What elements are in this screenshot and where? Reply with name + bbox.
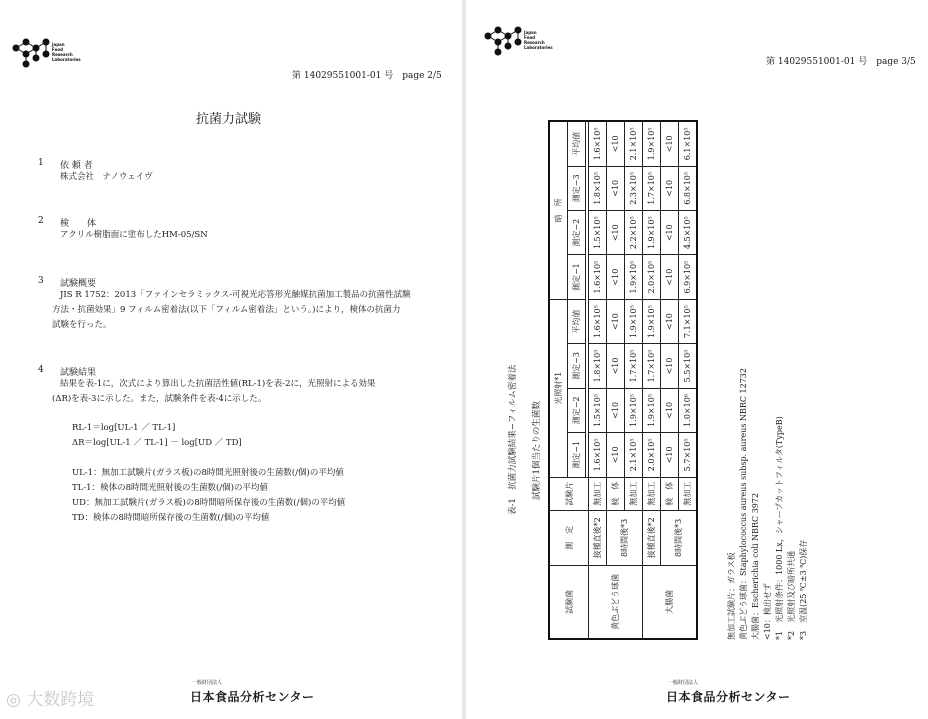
value-cell: 1.7×10⁵ <box>643 344 661 388</box>
bacteria-cell: 黄色ぶどう球菌 <box>589 565 643 639</box>
table-row <box>643 121 661 639</box>
header-avg: 平均値 <box>568 299 586 343</box>
network-logo-icon <box>484 24 528 58</box>
note-2: 黄色ぶどう球菌：Staphylococcus aureus subsp. aureus NBRC 12732 <box>739 368 748 640</box>
value-cell: 1.5×10⁵ <box>589 211 607 255</box>
value-cell: 5.5×10⁵ <box>679 344 698 388</box>
specimen-cell: 検 体 <box>607 477 625 510</box>
value-cell: 6.9×10⁵ <box>679 255 698 299</box>
value-cell: 1.9×10⁵ <box>643 388 661 432</box>
page-title: 抗菌力試験 <box>196 112 262 127</box>
specimen-description: アクリル樹脂面に塗布したHM-05/SN <box>60 230 208 240</box>
header-light: 光照射*1 <box>549 299 568 477</box>
watermark: ◎ 大数跨境 <box>6 690 95 710</box>
table-row <box>661 121 679 639</box>
value-cell: 6.8×10⁵ <box>679 166 698 210</box>
header-measure: 測 定 <box>549 511 589 566</box>
report-number-header: 第 14029551001-01 号 page 2/5 <box>292 71 442 81</box>
value-cell: 2.1×10⁵ <box>625 121 643 166</box>
value-cell: 1.9×10⁵ <box>643 121 661 166</box>
table-row <box>607 121 625 639</box>
bacteria-cell: 大腸菌 <box>643 565 698 639</box>
specimen-cell: 無加工 <box>679 477 698 510</box>
value-cell: 1.5×10⁵ <box>589 388 607 432</box>
logo-text: Japan Food Research Laboratories <box>52 42 81 62</box>
value-cell: <10 <box>661 388 679 432</box>
value-cell: 1.7×10⁵ <box>643 166 661 210</box>
value-cell: <10 <box>661 433 679 477</box>
value-cell: 2.0×10⁵ <box>643 433 661 477</box>
header-m1: 測定−1 <box>568 255 586 299</box>
formula-r: RL-1＝log[UL-1 ／ TL-1] <box>72 423 176 433</box>
definition-3: UD：無加工試験片(ガラス板)の8時間暗所保存後の生菌数(/個)の平均値 <box>72 498 346 508</box>
value-cell: 1.8×10⁵ <box>589 344 607 388</box>
header-dark: 暗 所 <box>549 121 568 299</box>
value-cell: 2.3×10⁵ <box>625 166 643 210</box>
value-cell: 1.9×10⁵ <box>643 211 661 255</box>
value-cell: <10 <box>661 299 679 343</box>
value-cell: <10 <box>661 344 679 388</box>
note-5: *1 光照射条件：1000 Lx，シャープカットフィルタ(TypeB) <box>775 416 784 640</box>
header-m3: 測定−3 <box>568 344 586 388</box>
value-cell: <10 <box>661 166 679 210</box>
value-cell: <10 <box>607 166 625 210</box>
measure-cell: 接種直後*2 <box>643 511 661 566</box>
header-m1: 測定−1 <box>568 433 586 477</box>
formula-delta-r: ΔR＝log[UL-1 ／ TL-1] － log[UD ／ TD] <box>72 438 242 448</box>
header-specimen: 試験片 <box>549 477 589 510</box>
note-6: *2 光照射及び暗所共通 <box>787 550 796 640</box>
logo-text: Japan Food Research Laboratories <box>524 30 553 50</box>
overview-line-1: JIS R 1752：2013「ファインセラミックス-可視光応答形光触媒抗菌加工製品の抗菌性試験 <box>60 290 411 300</box>
value-cell: <10 <box>607 344 625 388</box>
page-2: Japan Food Research Laboratories 第 14029551001-01 号 page 2/5 抗菌力試験 1 依 頼 者 株式会社 ナノウェイヴ 2 検 体 アクリル樹脂面に塗布したHM-05/SN 3 試験概要 JIS R 1752：2013「ファインセラミックス-可視光応答形光触媒抗菌加工製品の抗菌性試験 方法・抗菌効果」9 フィルム密着法(以下「フィルム密着法」という。)により，検体の抗菌力 試験を行った。 4 試験結果 結果を表-1に，次式により算出した抗菌活性値(RL-1)を表-2に，光照射による効果 (ΔR)を表-3に示した。また，試験条件を表-4に示した。 RL-1＝log[UL-1 ／ TL-1] ΔR＝log[UL-1 ／ TL-1] － log[UD ／ TD] UL-1：無加工試験片(ガラス板)の8時間光照射後の生菌数(/個)の平均値 TL-1：検体の8時間光照射後の生菌数(/個)の平均値 UD：無加工試験片(ガラス板)の8時間暗所保存後の生菌数(/個)の平均値 TD：検体の8時間暗所保存後の生菌数(/個)の平均値 ◎ 大数跨境 一般財団法人 日本食品分析センター <box>0 0 462 719</box>
value-cell: 1.6×10⁵ <box>589 299 607 343</box>
specimen-cell: 無加工 <box>625 477 643 510</box>
network-logo-icon <box>12 36 56 70</box>
note-3: 大腸菌：Escherichia coli NBRC 3972 <box>751 492 760 640</box>
overview-line-2: 方法・抗菌効果」9 フィルム密着法(以下「フィルム密着法」という。)により，検体の抗菌力 <box>52 305 401 315</box>
definition-1: UL-1：無加工試験片(ガラス板)の8時間光照射後の生菌数(/個)の平均値 <box>72 468 344 478</box>
definition-2: TL-1：検体の8時間光照射後の生菌数(/個)の平均値 <box>72 483 269 493</box>
measure-cell: 8時間後*3 <box>607 511 643 566</box>
report-number-header: 第 14029551001-01 号 page 3/5 <box>766 57 916 67</box>
definition-4: TD：検体の8時間暗所保存後の生菌数(/個)の平均値 <box>72 513 270 523</box>
value-cell: 1.9×10⁵ <box>643 299 661 343</box>
value-cell: <10 <box>607 433 625 477</box>
value-cell: <10 <box>661 121 679 166</box>
value-cell: <10 <box>661 211 679 255</box>
header-m2: 測定−2 <box>568 211 586 255</box>
table-subtitle: 試験片1個当たりの生菌数 <box>532 401 542 500</box>
results-line-2: (ΔR)を表-3に示した。また，試験条件を表-4に示した。 <box>52 394 267 404</box>
value-cell: <10 <box>607 299 625 343</box>
header-bacteria: 試験菌 <box>549 565 589 639</box>
value-cell: 7.1×10⁵ <box>679 299 698 343</box>
value-cell: <10 <box>607 255 625 299</box>
value-cell: 2.1×10⁵ <box>625 433 643 477</box>
value-cell: 1.8×10⁵ <box>589 166 607 210</box>
specimen-cell: 無加工 <box>589 477 607 510</box>
overview-line-3: 試験を行った。 <box>52 320 112 330</box>
value-cell: 1.9×10⁵ <box>625 255 643 299</box>
value-cell: 2.2×10⁵ <box>625 211 643 255</box>
value-cell: 1.0×10⁶ <box>679 388 698 432</box>
note-1: 無加工試験片：ガラス板 <box>727 552 736 640</box>
specimen-cell: 無加工 <box>643 477 661 510</box>
page-3 <box>466 0 928 719</box>
specimen-cell: 検 体 <box>661 477 679 510</box>
footer-organization: 一般財団法人 日本食品分析センター <box>666 680 791 704</box>
value-cell: 1.9×10⁵ <box>625 388 643 432</box>
value-cell: <10 <box>607 121 625 166</box>
value-cell: 6.1×10⁵ <box>679 121 698 166</box>
table-title: 表-1 抗菌力試験結果−フィルム密着法 <box>508 364 518 515</box>
value-cell: 2.0×10⁵ <box>643 255 661 299</box>
value-cell: 4.5×10⁵ <box>679 211 698 255</box>
header-avg: 平均値 <box>568 121 586 166</box>
value-cell: 1.6×10⁵ <box>589 433 607 477</box>
value-cell: 5.7×10⁵ <box>679 433 698 477</box>
note-4: <10：検出せず <box>763 583 772 640</box>
measure-cell: 接種直後*2 <box>589 511 607 566</box>
rotated-table-block <box>496 120 808 640</box>
value-cell: 1.6×10⁵ <box>589 255 607 299</box>
value-cell: <10 <box>661 255 679 299</box>
value-cell: 1.6×10⁵ <box>589 121 607 166</box>
value-cell: 1.7×10⁵ <box>625 344 643 388</box>
value-cell: <10 <box>607 388 625 432</box>
results-table <box>548 120 698 640</box>
header-m3: 測定−3 <box>568 166 586 210</box>
table-row <box>589 121 607 639</box>
measure-cell: 8時間後*3 <box>661 511 698 566</box>
header-m2: 測定−2 <box>568 388 586 432</box>
note-7: *3 室温(25 ℃±3 ℃)保存 <box>799 539 808 640</box>
client-name: 株式会社 ナノウェイヴ <box>60 172 153 182</box>
results-line-1: 結果を表-1に，次式により算出した抗菌活性値(RL-1)を表-2に，光照射による効果 <box>60 379 376 389</box>
footer-organization: 一般財団法人 日本食品分析センター <box>190 680 315 704</box>
value-cell: 1.9×10⁵ <box>625 299 643 343</box>
value-cell: <10 <box>607 211 625 255</box>
